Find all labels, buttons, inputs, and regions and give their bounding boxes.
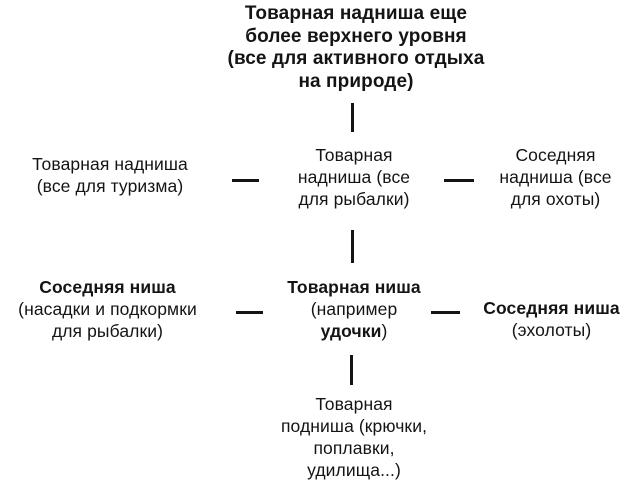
top-supra-niche-line-1: Товарная надниша еще xyxy=(244,3,468,24)
supra-niche-hunting-line-1: Соседняя xyxy=(515,145,596,165)
supra-niche-hunting-line-2: надниша (все xyxy=(499,167,612,187)
supra-niche-hunting-line-3: для охоты) xyxy=(510,189,601,209)
supra-niche-fishing-line-1: Товарная xyxy=(315,145,393,165)
product-niche-line-3 xyxy=(279,320,429,342)
supra-niche-tourism-node xyxy=(5,153,215,197)
product-niche-node xyxy=(279,276,429,342)
supra-niche-fishing-line-3: для рыбалки) xyxy=(298,189,410,209)
connector-niche-left xyxy=(236,311,263,314)
supra-niche-fishing-line-2: надниша (все xyxy=(297,167,411,187)
supra-niche-tourism-line-1: Товарная надниша xyxy=(32,154,188,174)
top-supra-niche-line-3: (все для активного отдыха xyxy=(227,48,485,69)
neighbor-niche-sonar-title: Соседняя ниша xyxy=(483,298,620,318)
connector-vertical-middle xyxy=(351,230,354,263)
top-supra-niche-line-4: на природе) xyxy=(298,70,414,92)
neighbor-niche-sonar-line-2: (эхолоты) xyxy=(511,320,592,340)
sub-niche-line-1: Товарная xyxy=(315,394,393,414)
neighbor-niche-baits-title: Соседняя ниша xyxy=(39,277,176,297)
connector-niche-right xyxy=(431,311,460,314)
neighbor-niche-baits-line-3: для рыбалки) xyxy=(51,321,164,341)
connector-upper-left xyxy=(232,179,259,182)
connector-vertical-top xyxy=(351,103,354,132)
supra-niche-tourism-line-2: (все для туризма) xyxy=(36,176,184,196)
sub-niche-node xyxy=(254,393,454,481)
product-niche-title: Товарная ниша xyxy=(287,277,421,297)
connector-vertical-bottom xyxy=(350,355,353,385)
product-niche-line-2: (например xyxy=(310,299,398,319)
neighbor-niche-baits-node xyxy=(0,276,215,342)
supra-niche-hunting-node xyxy=(475,144,636,210)
neighbor-niche-baits-line-2: (насадки и подкормки xyxy=(18,299,197,319)
product-niche-line-3-rest: ) xyxy=(381,321,388,341)
supra-niche-fishing-node xyxy=(279,144,429,210)
neighbor-niche-sonar-node xyxy=(467,297,636,341)
sub-niche-line-3: поплавки, xyxy=(313,438,395,458)
sub-niche-line-2: подниша (крючки, xyxy=(280,416,428,436)
top-supra-niche-line-2: более верхнего уровня xyxy=(245,25,467,47)
top-supra-niche-node xyxy=(156,3,556,93)
product-niche-example-word: удочки xyxy=(320,321,382,341)
connector-upper-right xyxy=(444,179,474,182)
sub-niche-line-4: удилища...) xyxy=(307,460,401,480)
